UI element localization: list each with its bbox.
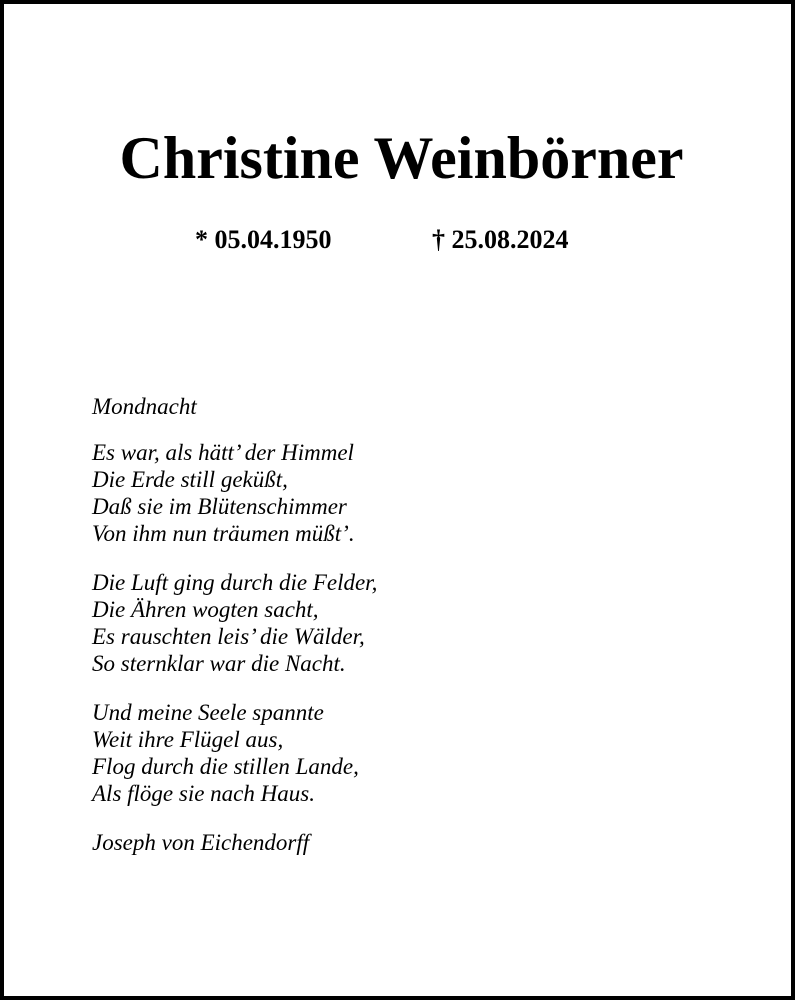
spacer [92, 677, 377, 699]
poem-author: Joseph von Eichendorff [92, 830, 310, 855]
poem-line: Und meine Seele spannte [92, 700, 324, 725]
death-date: † 25.08.2024 [432, 225, 569, 254]
poem-line: Von ihm nun träumen müßt’. [92, 521, 355, 546]
poem-line: Weit ihre Flügel aus, [92, 727, 284, 752]
deceased-name: Christine Weinbörner [119, 125, 684, 191]
poem-line: Die Ähren wogten sacht, [92, 597, 319, 622]
poem-title: Mondnacht [92, 394, 197, 419]
poem [92, 393, 377, 856]
poem-line: So sternklar war die Nacht. [92, 651, 346, 676]
birth-date: * 05.04.1950 [195, 225, 332, 254]
poem-line: Flog durch die stillen Lande, [92, 754, 359, 779]
poem-line: Es rauschten leis’ die Wälder, [92, 624, 365, 649]
spacer [92, 807, 377, 829]
spacer [92, 547, 377, 569]
poem-line: Es war, als hätt’ der Himmel [92, 440, 354, 465]
poem-line: Daß sie im Blütenschimmer [92, 494, 347, 519]
poem-line: Als flöge sie nach Haus. [92, 781, 315, 806]
poem-line: Die Luft ging durch die Felder, [92, 570, 378, 595]
spacer [92, 420, 377, 439]
poem-line: Die Erde still geküßt, [92, 467, 288, 492]
life-dates [4, 222, 795, 262]
